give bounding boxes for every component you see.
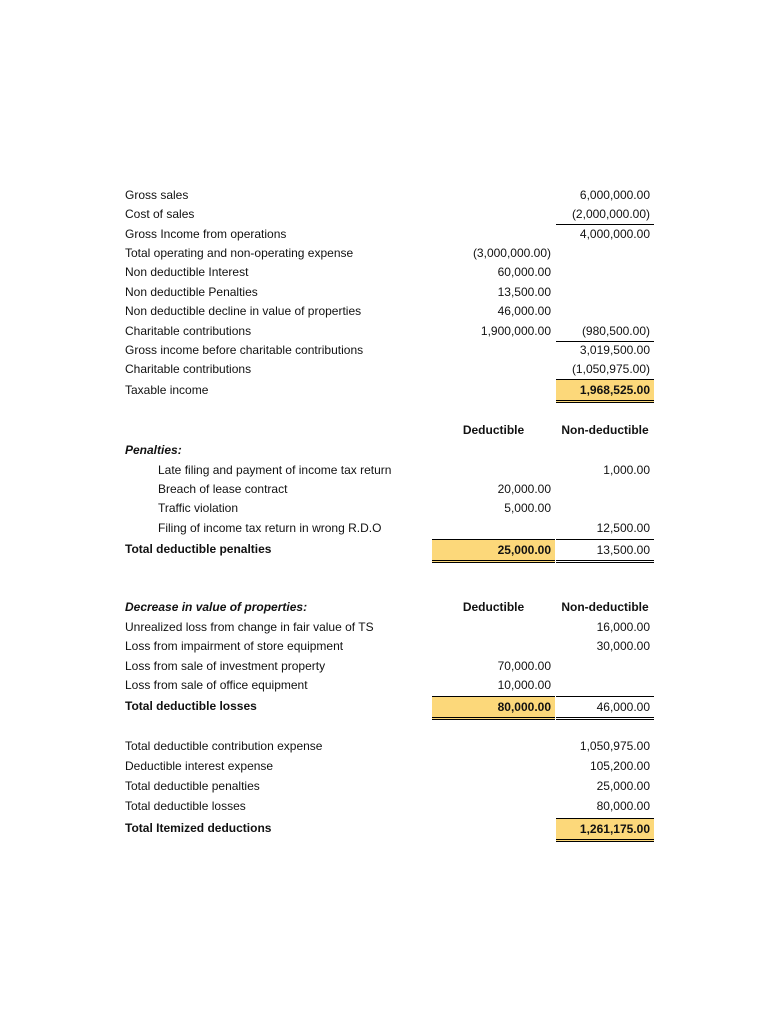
row-label: Breach of lease contract bbox=[158, 482, 288, 496]
penalty-row bbox=[0, 499, 768, 518]
amount: 10,000.00 bbox=[497, 678, 551, 692]
row-label: Total Itemized deductions bbox=[125, 821, 272, 835]
amount: 30,000.00 bbox=[596, 639, 650, 653]
amount: 12,500.00 bbox=[596, 521, 650, 535]
income-row-charitable bbox=[0, 322, 768, 341]
penalty-row bbox=[0, 461, 768, 480]
row-label: Non deductible Penalties bbox=[125, 285, 258, 299]
row-label: Gross income before charitable contributions bbox=[125, 343, 364, 357]
amount: 105,200.00 bbox=[589, 759, 650, 773]
property-row bbox=[0, 637, 768, 656]
amount: 70,000.00 bbox=[497, 659, 551, 673]
row-label: Unrealized loss from change in fair value of TS bbox=[125, 620, 374, 634]
itemized-row bbox=[0, 797, 768, 816]
income-row-nd-decline bbox=[0, 302, 768, 321]
itemized-row bbox=[0, 757, 768, 776]
row-label: Total deductible losses bbox=[125, 799, 246, 813]
row-label: Loss from sale of office equipment bbox=[125, 678, 308, 692]
amount: 4,000,000.00 bbox=[579, 227, 650, 241]
amount: 13,500.00 bbox=[556, 539, 654, 563]
amount: 25,000.00 bbox=[596, 779, 650, 793]
column-header: Deductible bbox=[462, 600, 525, 614]
income-row-total-expense bbox=[0, 244, 768, 263]
amount: 16,000.00 bbox=[596, 620, 650, 634]
amount: 1,968,525.00 bbox=[556, 380, 654, 403]
penalties-total-row bbox=[0, 539, 768, 559]
itemized-total-row bbox=[0, 818, 768, 838]
amount: 1,261,175.00 bbox=[556, 818, 654, 842]
column-header: Non-deductible bbox=[561, 600, 649, 614]
row-label: Late filing and payment of income tax return bbox=[158, 463, 392, 477]
property-row bbox=[0, 676, 768, 695]
amount: 1,900,000.00 bbox=[480, 324, 551, 338]
amount: (1,050,975.00) bbox=[556, 360, 654, 380]
row-label: Deductible interest expense bbox=[125, 759, 274, 773]
property-row bbox=[0, 657, 768, 676]
income-row-nd-penalties bbox=[0, 283, 768, 302]
section-title: Decrease in value of properties: bbox=[125, 600, 308, 614]
amount: 80,000.00 bbox=[432, 696, 555, 720]
row-label: Gross sales bbox=[125, 188, 189, 202]
penalties-header-row bbox=[0, 421, 768, 440]
row-label: Total operating and non-operating expense bbox=[125, 246, 354, 260]
itemized-row bbox=[0, 737, 768, 756]
row-label: Total deductible penalties bbox=[125, 779, 260, 793]
row-label: Total deductible contribution expense bbox=[125, 739, 323, 753]
row-label: Non deductible decline in value of properties bbox=[125, 304, 362, 318]
column-header: Non-deductible bbox=[561, 423, 649, 437]
penalties-title-row bbox=[0, 441, 768, 460]
amount: 46,000.00 bbox=[497, 304, 551, 318]
amount: (980,500.00) bbox=[556, 322, 654, 342]
income-row-gross-sales bbox=[0, 186, 768, 205]
amount: 46,000.00 bbox=[556, 696, 654, 720]
penalty-row bbox=[0, 519, 768, 538]
income-row-taxable bbox=[0, 380, 768, 400]
amount: (3,000,000.00) bbox=[472, 246, 551, 260]
income-row-charitable-2 bbox=[0, 360, 768, 379]
amount: 6,000,000.00 bbox=[579, 188, 650, 202]
row-label: Total deductible losses bbox=[125, 699, 257, 713]
property-row bbox=[0, 618, 768, 637]
row-label: Traffic violation bbox=[158, 501, 239, 515]
row-label: Gross Income from operations bbox=[125, 227, 287, 241]
row-label: Taxable income bbox=[125, 383, 209, 397]
row-label: Charitable contributions bbox=[125, 362, 252, 376]
amount: 13,500.00 bbox=[497, 285, 551, 299]
income-row-nd-interest bbox=[0, 263, 768, 282]
row-label: Total deductible penalties bbox=[125, 542, 272, 556]
amount: 3,019,500.00 bbox=[579, 343, 650, 357]
row-label: Charitable contributions bbox=[125, 324, 252, 338]
row-label: Loss from sale of investment property bbox=[125, 659, 326, 673]
amount: 80,000.00 bbox=[596, 799, 650, 813]
row-label: Filing of income tax return in wrong R.D.O bbox=[158, 521, 382, 535]
amount: 1,050,975.00 bbox=[579, 739, 650, 753]
itemized-row bbox=[0, 777, 768, 796]
amount: 60,000.00 bbox=[497, 265, 551, 279]
amount: (2,000,000.00) bbox=[556, 205, 654, 225]
properties-total-row bbox=[0, 696, 768, 716]
row-label: Loss from impairment of store equipment bbox=[125, 639, 344, 653]
income-row-cost-of-sales bbox=[0, 205, 768, 224]
section-title: Penalties: bbox=[125, 443, 182, 457]
properties-header-row bbox=[0, 598, 768, 617]
column-header: Deductible bbox=[462, 423, 525, 437]
penalty-row bbox=[0, 480, 768, 499]
amount: 20,000.00 bbox=[497, 482, 551, 496]
income-row-gross-before-charitable bbox=[0, 341, 768, 360]
amount: 1,000.00 bbox=[603, 463, 650, 477]
amount: 5,000.00 bbox=[504, 501, 551, 515]
row-label: Non deductible Interest bbox=[125, 265, 249, 279]
income-row-gross-income bbox=[0, 225, 768, 244]
amount: 25,000.00 bbox=[432, 539, 555, 563]
row-label: Cost of sales bbox=[125, 207, 195, 221]
